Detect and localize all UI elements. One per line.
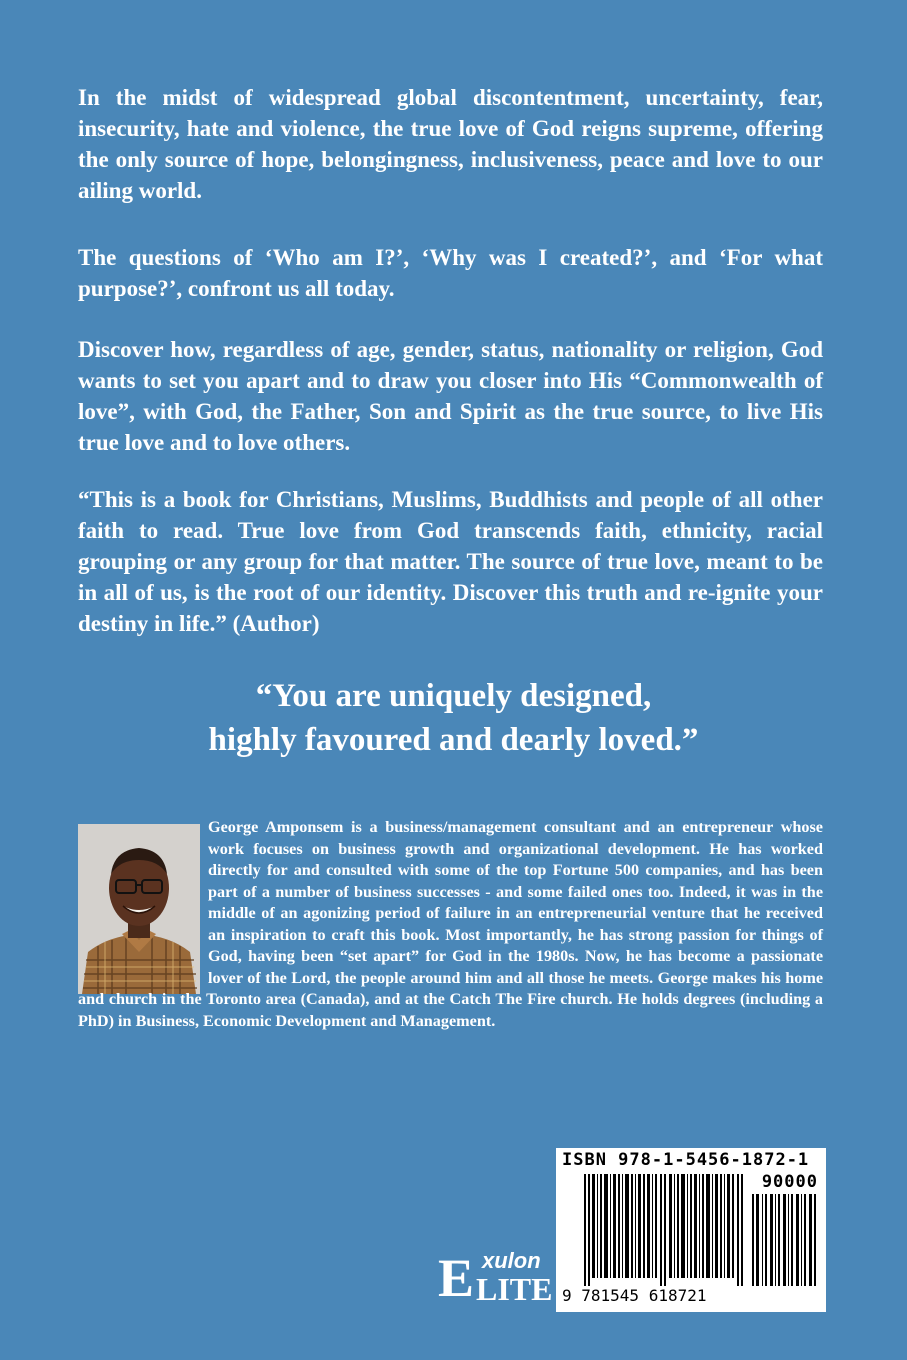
pull-quote-line-1: “You are uniquely designed, bbox=[255, 678, 652, 714]
logo-lite-text: LITE bbox=[476, 1271, 553, 1307]
xulon-elite-logo bbox=[438, 1248, 554, 1308]
logo-xulon-text: xulon bbox=[482, 1248, 541, 1273]
blurb-paragraph-3: Discover how, regardless of age, gender, status, nationality or religion, God wants to set you apart and to draw you closer into His “Commonwealth of love”, with God, the Father, Son and Spirit as the true source, to live His true love and to love others. bbox=[78, 337, 823, 455]
blurb-paragraph-4: “This is a book for Christians, Muslims, Buddhists and people of all other faith to read. True love from God transcends faith, ethnicity, racial grouping or any group for that matter. The source of true love, meant to be in all of us, is the root of our identity. Discover this truth and re-ignite your destiny in life.” (Author) bbox=[78, 487, 823, 636]
price-code: 90000 bbox=[761, 1172, 818, 1192]
barcode-digits: 9 781545 618721 bbox=[562, 1286, 707, 1305]
blurb-paragraph-2: The questions of ‘Who am I?’, ‘Why was I created?’, and ‘For what purpose?’, confront us all today. bbox=[78, 245, 823, 301]
pull-quote-line-2: highly favoured and dearly loved.” bbox=[208, 722, 699, 758]
author-bio-text: George Amponsem is a business/management consultant and an entrepreneur whose work focuses on business growth and organizational development. He has worked directly for and consulted with some of the top Fortune 500 companies, and has been part of a number of business successes - and some failed ones too. Indeed, it was in the middle of an agonizing period of failure in an entrepreneurial venture that he received an inspiration to craft this book. Most importantly, he has strong passion for things of God, having been “set apart” for God in the 1980s. Now, he has become a passionate lover of the Lord, the people around him and all those he meets. George makes his home and church in the Toronto area (Canada), and at the Catch The Fire church. He holds degrees (including a PhD) in Business, Economic Development and Management. bbox=[78, 818, 823, 1030]
author-bio bbox=[78, 817, 823, 1032]
pull-quote bbox=[0, 674, 907, 762]
blurb-paragraph-1: In the midst of widespread global discontentment, uncertainty, fear, insecurity, hate and violence, the true love of God reigns supreme, offering the only source of hope, belongingness, inclusiveness, peace and love to our ailing world. bbox=[78, 85, 823, 203]
barcode-bars-addon bbox=[752, 1194, 818, 1286]
barcode-bars-main bbox=[584, 1174, 744, 1286]
photo-spacer bbox=[78, 817, 208, 989]
logo-letter-e: E bbox=[438, 1248, 475, 1308]
isbn-label: ISBN 978-1-5456-1872-1 bbox=[562, 1150, 810, 1170]
isbn-barcode bbox=[556, 1148, 826, 1312]
